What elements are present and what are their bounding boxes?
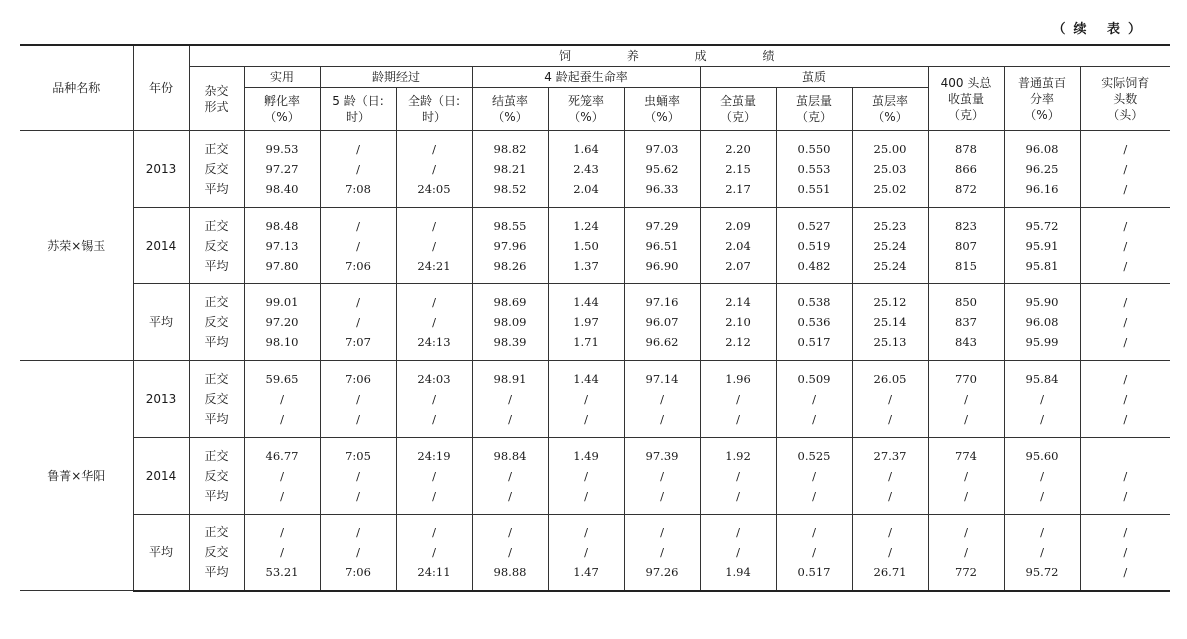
dead-rate-cell: / / 1.47 [548,515,624,591]
shell-rate-cell: 25.00 25.03 25.02 [852,131,928,208]
year-cell: 2013 [133,131,189,208]
yield-cell: / / 772 [928,515,1004,591]
header-cocoon-weight: 全茧量（克） [700,88,776,131]
normal-pct-cell: 95.72 95.91 95.81 [1004,208,1080,284]
shell-rate-cell: 26.05 / / [852,361,928,438]
header-pupa-rate: 虫蛹率（%） [624,88,700,131]
dead-rate-cell: 1.44 / / [548,361,624,438]
header-shell-rate: 茧层率（%） [852,88,928,131]
hatch-cell: 99.01 97.20 98.10 [244,284,320,361]
cross-cell: 正交 反交 平均 [189,131,244,208]
cocoon-weight-cell: 2.20 2.15 2.17 [700,131,776,208]
header-cocoon-quality: 茧质 [700,67,928,88]
actual-count-cell: / / / [1080,515,1170,591]
dead-rate-cell: 1.64 2.43 2.04 [548,131,624,208]
allage-cell: / / 24:13 [396,284,472,361]
cross-cell: 正交 反交 平均 [189,208,244,284]
header-dead-rate: 死笼率（%） [548,88,624,131]
pupa-rate-cell: 97.16 96.07 96.62 [624,284,700,361]
shell-weight-cell: / / 0.517 [776,515,852,591]
yield-cell: 774 / / [928,438,1004,515]
hatch-cell: 99.53 97.27 98.40 [244,131,320,208]
header-actual-count: 实际饲育头数（头） [1080,67,1170,131]
cocoon-weight-cell: 1.92 / / [700,438,776,515]
shell-weight-cell: 0.538 0.536 0.517 [776,284,852,361]
age5-cell: / / 7:08 [320,131,396,208]
shell-weight-cell: 0.509 / / [776,361,852,438]
shell-weight-cell: 0.527 0.519 0.482 [776,208,852,284]
age5-cell: / / 7:06 [320,515,396,591]
pupa-rate-cell: 97.14 / / [624,361,700,438]
hatch-cell: / / 53.21 [244,515,320,591]
shell-weight-cell: 0.525 / / [776,438,852,515]
header-year: 年份 [133,45,189,131]
cross-cell: 正交 反交 平均 [189,515,244,591]
silkworm-rearing-results-table [20,44,1170,592]
age5-cell: 7:06 / / [320,361,396,438]
actual-count-cell: / / [1080,438,1170,515]
actual-count-cell: / / / [1080,284,1170,361]
dead-rate-cell: 1.24 1.50 1.37 [548,208,624,284]
header-cross-form: 杂交形式 [189,67,244,131]
actual-count-cell: / / / [1080,208,1170,284]
cocoon-weight-cell: 2.14 2.10 2.12 [700,284,776,361]
cocoon-rate-cell: 98.91 / / [472,361,548,438]
header-variety: 品种名称 [20,45,133,131]
header-hatch-top: 实用 [244,67,320,88]
year-cell: 2013 [133,361,189,438]
yield-cell: 850 837 843 [928,284,1004,361]
cocoon-weight-cell: 2.09 2.04 2.07 [700,208,776,284]
normal-pct-cell: / / 95.72 [1004,515,1080,591]
header-rearing-results: 饲 养 成 绩 [189,45,1170,67]
header-vitality: 4 龄起蚕生命率 [472,67,700,88]
cocoon-weight-cell: 1.96 / / [700,361,776,438]
allage-cell: / / 24:05 [396,131,472,208]
pupa-rate-cell: / / 97.26 [624,515,700,591]
allage-cell: / / 24:11 [396,515,472,591]
cocoon-rate-cell: 98.84 / / [472,438,548,515]
yield-cell: 770 / / [928,361,1004,438]
header-yield-400: 400 头总收茧量（克） [928,67,1004,131]
year-cell: 平均 [133,284,189,361]
cross-cell: 正交 反交 平均 [189,438,244,515]
normal-pct-cell: 95.60 / / [1004,438,1080,515]
actual-count-cell: / / / [1080,131,1170,208]
age5-cell: / / 7:07 [320,284,396,361]
dead-rate-cell: 1.44 1.97 1.71 [548,284,624,361]
cocoon-rate-cell: 98.69 98.09 98.39 [472,284,548,361]
hatch-cell: 46.77 / / [244,438,320,515]
year-cell: 2014 [133,208,189,284]
age5-cell: 7:05 / / [320,438,396,515]
continued-table-note: （续 表） [1052,22,1149,37]
header-5th-instar: 5 龄（日:时） [320,88,396,131]
cocoon-rate-cell: 98.82 98.21 98.52 [472,131,548,208]
age5-cell: / / 7:06 [320,208,396,284]
hatch-cell: 98.48 97.13 97.80 [244,208,320,284]
dead-rate-cell: 1.49 / / [548,438,624,515]
actual-count-cell: / / / [1080,361,1170,438]
shell-rate-cell: 25.23 25.24 25.24 [852,208,928,284]
header-hatch-rate: 孵化率（%） [244,88,320,131]
cross-cell: 正交 反交 平均 [189,361,244,438]
allage-cell: 24:19 / / [396,438,472,515]
cocoon-rate-cell: 98.55 97.96 98.26 [472,208,548,284]
normal-pct-cell: 95.84 / / [1004,361,1080,438]
hatch-cell: 59.65 / / [244,361,320,438]
variety-cell: 鲁菁×华阳 [20,361,133,591]
shell-rate-cell: / / 26.71 [852,515,928,591]
cocoon-weight-cell: / / 1.94 [700,515,776,591]
allage-cell: / / 24:21 [396,208,472,284]
yield-cell: 823 807 815 [928,208,1004,284]
pupa-rate-cell: 97.39 / / [624,438,700,515]
normal-pct-cell: 95.90 96.08 95.99 [1004,284,1080,361]
pupa-rate-cell: 97.29 96.51 96.90 [624,208,700,284]
year-cell: 2014 [133,438,189,515]
header-stage-duration: 龄期经过 [320,67,472,88]
cocoon-rate-cell: / / 98.88 [472,515,548,591]
allage-cell: 24:03 / / [396,361,472,438]
variety-cell: 苏荣×锡玉 [20,131,133,361]
normal-pct-cell: 96.08 96.25 96.16 [1004,131,1080,208]
cross-cell: 正交 反交 平均 [189,284,244,361]
header-all-instars: 全龄（日:时） [396,88,472,131]
shell-weight-cell: 0.550 0.553 0.551 [776,131,852,208]
shell-rate-cell: 27.37 / / [852,438,928,515]
yield-cell: 878 866 872 [928,131,1004,208]
pupa-rate-cell: 97.03 95.62 96.33 [624,131,700,208]
shell-rate-cell: 25.12 25.14 25.13 [852,284,928,361]
year-cell: 平均 [133,515,189,591]
header-shell-weight: 茧层量（克） [776,88,852,131]
header-cocooning-rate: 结茧率（%） [472,88,548,131]
header-normal-cocoon-pct: 普通茧百分率（%） [1004,67,1080,131]
